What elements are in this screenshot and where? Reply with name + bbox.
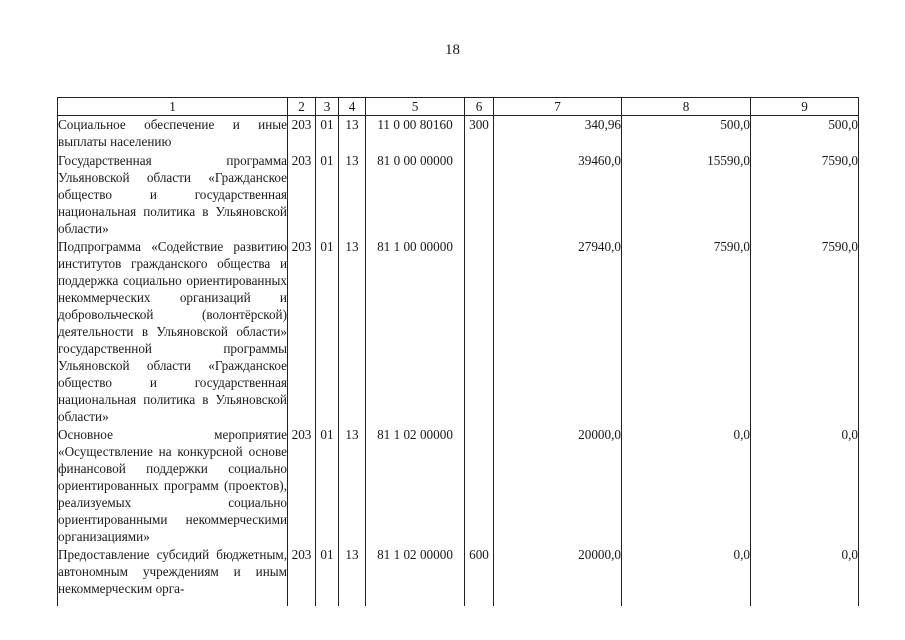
header-row	[58, 98, 859, 116]
cell-section: 01	[316, 116, 339, 152]
cell-subsection: 13	[339, 152, 366, 238]
cell-expense-type: 600	[465, 546, 494, 606]
row-name: Основное мероприятие «Осуществление на конкурсной основе финансовой поддержки социально ориентированных программ (проектов), реализуемых социально ориентированными некоммерческими организациями»	[58, 426, 287, 544]
cell-expense-type	[465, 238, 494, 426]
cell-ministry: 203	[288, 238, 316, 426]
cell-section: 01	[316, 152, 339, 238]
cell-amount-1: 27940,0	[494, 238, 622, 426]
col-header-2: 2	[288, 98, 316, 116]
row-name: Государственная программа Ульяновской области «Гражданское общество и государственная национальная политика в Ульяновской области»	[58, 152, 287, 236]
cell-ministry: 203	[288, 546, 316, 606]
budget-table	[57, 97, 859, 606]
table-row	[58, 152, 859, 238]
page-number: 18	[445, 42, 460, 58]
cell-target-article: 81 1 02 00000	[366, 546, 465, 606]
row-name: Социальное обеспечение и иные выплаты населению	[58, 116, 288, 152]
cell-ministry: 203	[288, 152, 316, 238]
col-header-1: 1	[58, 98, 288, 116]
cell-amount-3: 0,0	[751, 426, 859, 546]
cell-ministry: 203	[288, 116, 316, 152]
table-row	[58, 426, 859, 546]
cell-ministry: 203	[288, 426, 316, 546]
cell-target-article: 11 0 00 80160	[366, 116, 465, 152]
cell-amount-1: 20000,0	[494, 546, 622, 606]
table-row	[58, 546, 859, 606]
cell-amount-1: 340,96	[494, 116, 622, 152]
cell-target-article: 81 1 00 00000	[366, 238, 465, 426]
cell-amount-3: 7590,0	[751, 238, 859, 426]
row-name: Подпрограмма «Содействие развитию институтов гражданского общества и поддержка социально ориентированных некоммерческих организаций и добровольческой (волонтёрской) деятельности в Ульяновской области» государственной программы Ульяновской области «Гражданское общество и государственная национальная политика в Ульяновской области»	[58, 238, 287, 424]
cell-amount-1: 20000,0	[494, 426, 622, 546]
cell-amount-3: 500,0	[751, 116, 859, 152]
cell-amount-2: 0,0	[622, 426, 751, 546]
row-name: Предоставление субсидий бюджетным, автономным учреждениям и иным некоммерческим орга-	[58, 546, 288, 606]
col-header-3: 3	[316, 98, 339, 116]
cell-expense-type: 300	[465, 116, 494, 152]
cell-expense-type	[465, 152, 494, 238]
col-header-4: 4	[339, 98, 366, 116]
cell-amount-2: 0,0	[622, 546, 751, 606]
table-row	[58, 116, 859, 152]
col-header-6: 6	[465, 98, 494, 116]
cell-amount-3: 7590,0	[751, 152, 859, 238]
col-header-9: 9	[751, 98, 859, 116]
cell-subsection: 13	[339, 546, 366, 606]
cell-section: 01	[316, 238, 339, 426]
cell-target-article: 81 0 00 00000	[366, 152, 465, 238]
cell-section: 01	[316, 546, 339, 606]
cell-amount-1: 39460,0	[494, 152, 622, 238]
col-header-5: 5	[366, 98, 465, 116]
cell-subsection: 13	[339, 238, 366, 426]
cell-subsection: 13	[339, 426, 366, 546]
cell-section: 01	[316, 426, 339, 546]
table-row	[58, 238, 859, 426]
cell-amount-2: 15590,0	[622, 152, 751, 238]
cell-amount-2: 500,0	[622, 116, 751, 152]
col-header-7: 7	[494, 98, 622, 116]
cell-amount-3: 0,0	[751, 546, 859, 606]
cell-expense-type	[465, 426, 494, 546]
cell-target-article: 81 1 02 00000	[366, 426, 465, 546]
cell-amount-2: 7590,0	[622, 238, 751, 426]
cell-subsection: 13	[339, 116, 366, 152]
col-header-8: 8	[622, 98, 751, 116]
